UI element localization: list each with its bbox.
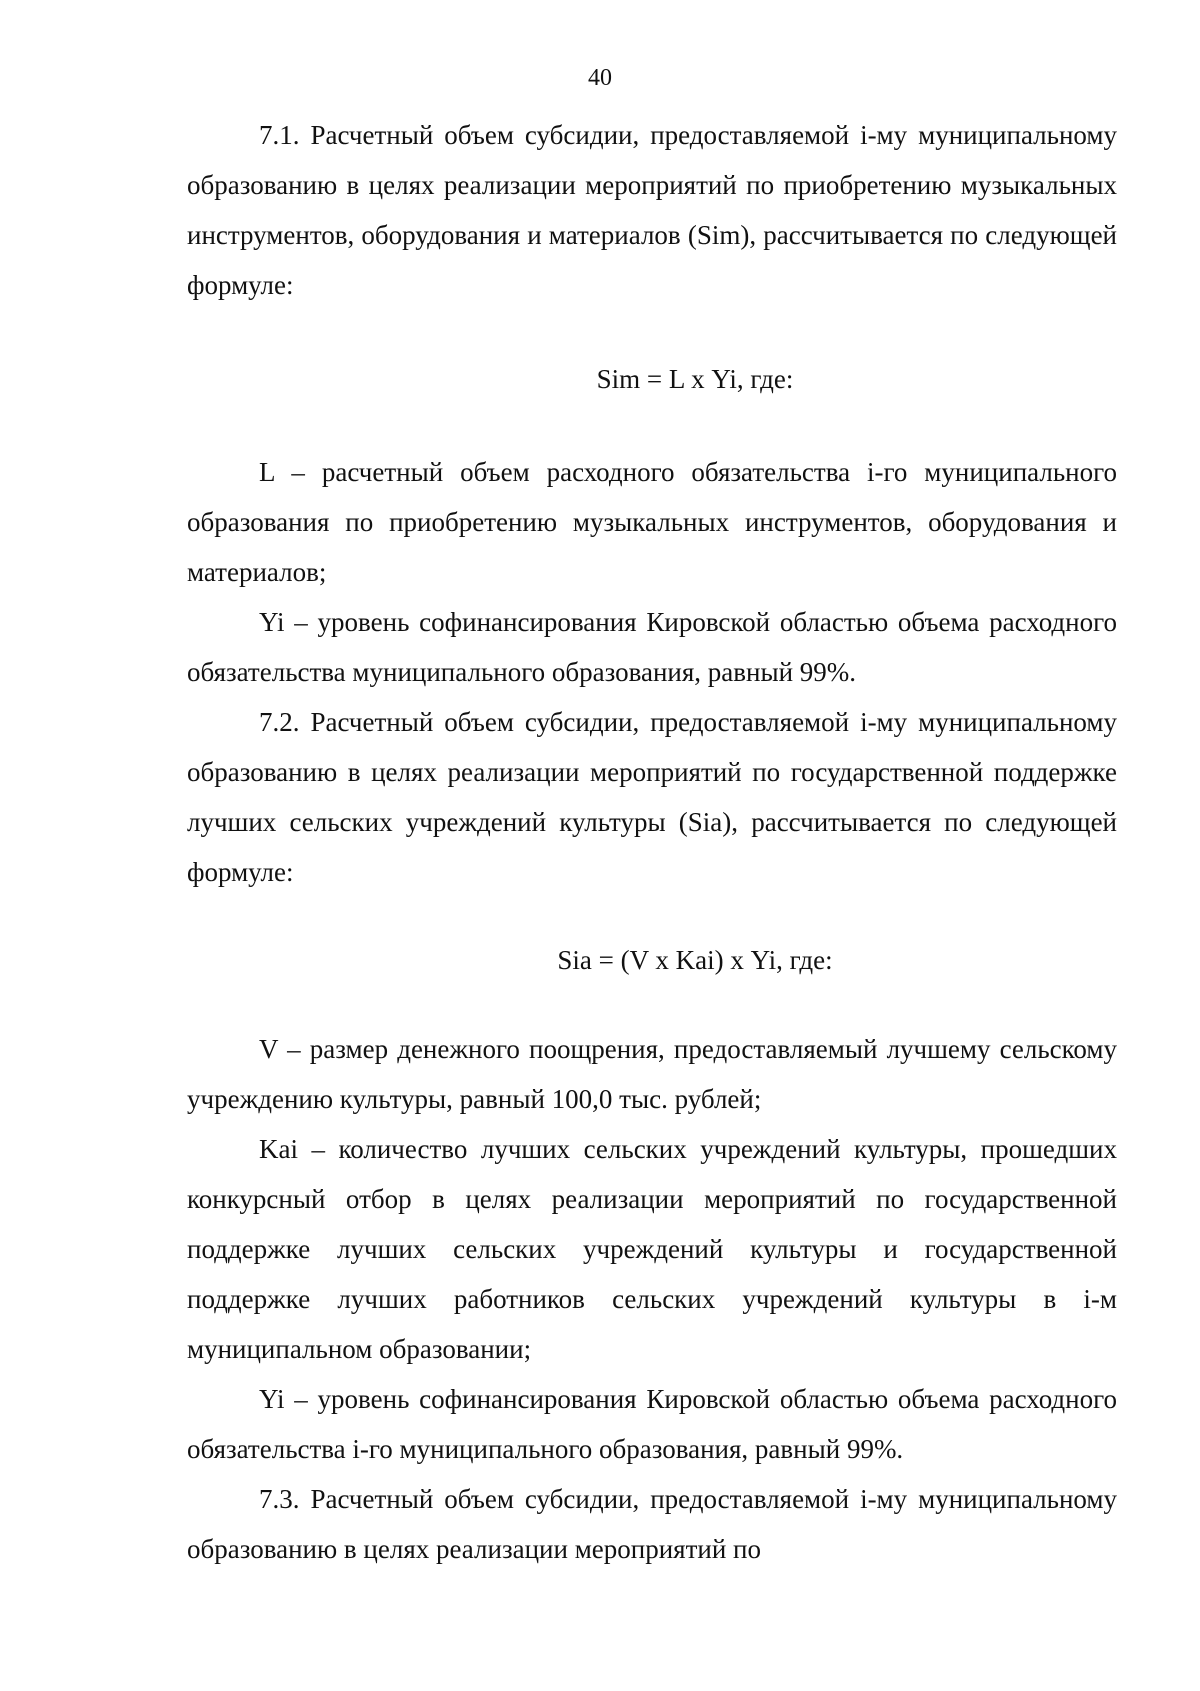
page-number: 40 — [588, 65, 612, 91]
section-7-2-intro: 7.2. Расчетный объем субсидии, предоставляемой i-му муниципальному образованию в целях реализации мероприятий по государственной поддержке лучших сельских учреждений культуры (Sia), рассчитывается по следующей формуле: — [187, 707, 1117, 887]
definition-yi-7-2: Yi – уровень софинансирования Кировской областью объема расходного обязательства i-го муниципального образования, равный 99%. — [187, 1384, 1117, 1464]
definition-v: V – размер денежного поощрения, предоставляемый лучшему сельскому учреждению культуры, равный 100,0 тыс. рублей; — [187, 1034, 1117, 1114]
definition-yi-7-1: Yi – уровень софинансирования Кировской областью объема расходного обязательства муниципального образования, равный 99%. — [187, 607, 1117, 687]
section-7-1-intro: 7.1. Расчетный объем субсидии, предоставляемой i-му муниципальному образованию в целях реализации мероприятий по приобретению музыкальных инструментов, оборудования и материалов (Sim), рассчитывается по следующей формуле: — [187, 120, 1117, 300]
section-7-1-definitions-and-7-2-intro — [187, 447, 1117, 897]
section-7-3-intro: 7.3. Расчетный объем субсидии, предоставляемой i-му муниципальному образованию в целях реализации мероприятий по — [187, 1484, 1117, 1564]
section-7-1-intro-block — [187, 110, 1117, 310]
definition-l: L – расчетный объем расходного обязательства i-го муниципального образования по приобретению музыкальных инструментов, оборудования и материалов; — [187, 457, 1117, 587]
formula-sim: Sim = L х Yi, где: — [596, 364, 794, 394]
section-7-2-definitions-and-7-3-intro — [187, 1024, 1117, 1574]
formula-sia: Sia = (V х Kai) х Yi, где: — [557, 945, 833, 975]
definition-kai: Kai – количество лучших сельских учреждений культуры, прошедших конкурсный отбор в целях реализации мероприятий по государственной поддержке лучших сельских учреждений культуры и государственной поддержке лучших работников сельских учреждений культуры в i-м муниципальном образовании; — [187, 1134, 1117, 1364]
